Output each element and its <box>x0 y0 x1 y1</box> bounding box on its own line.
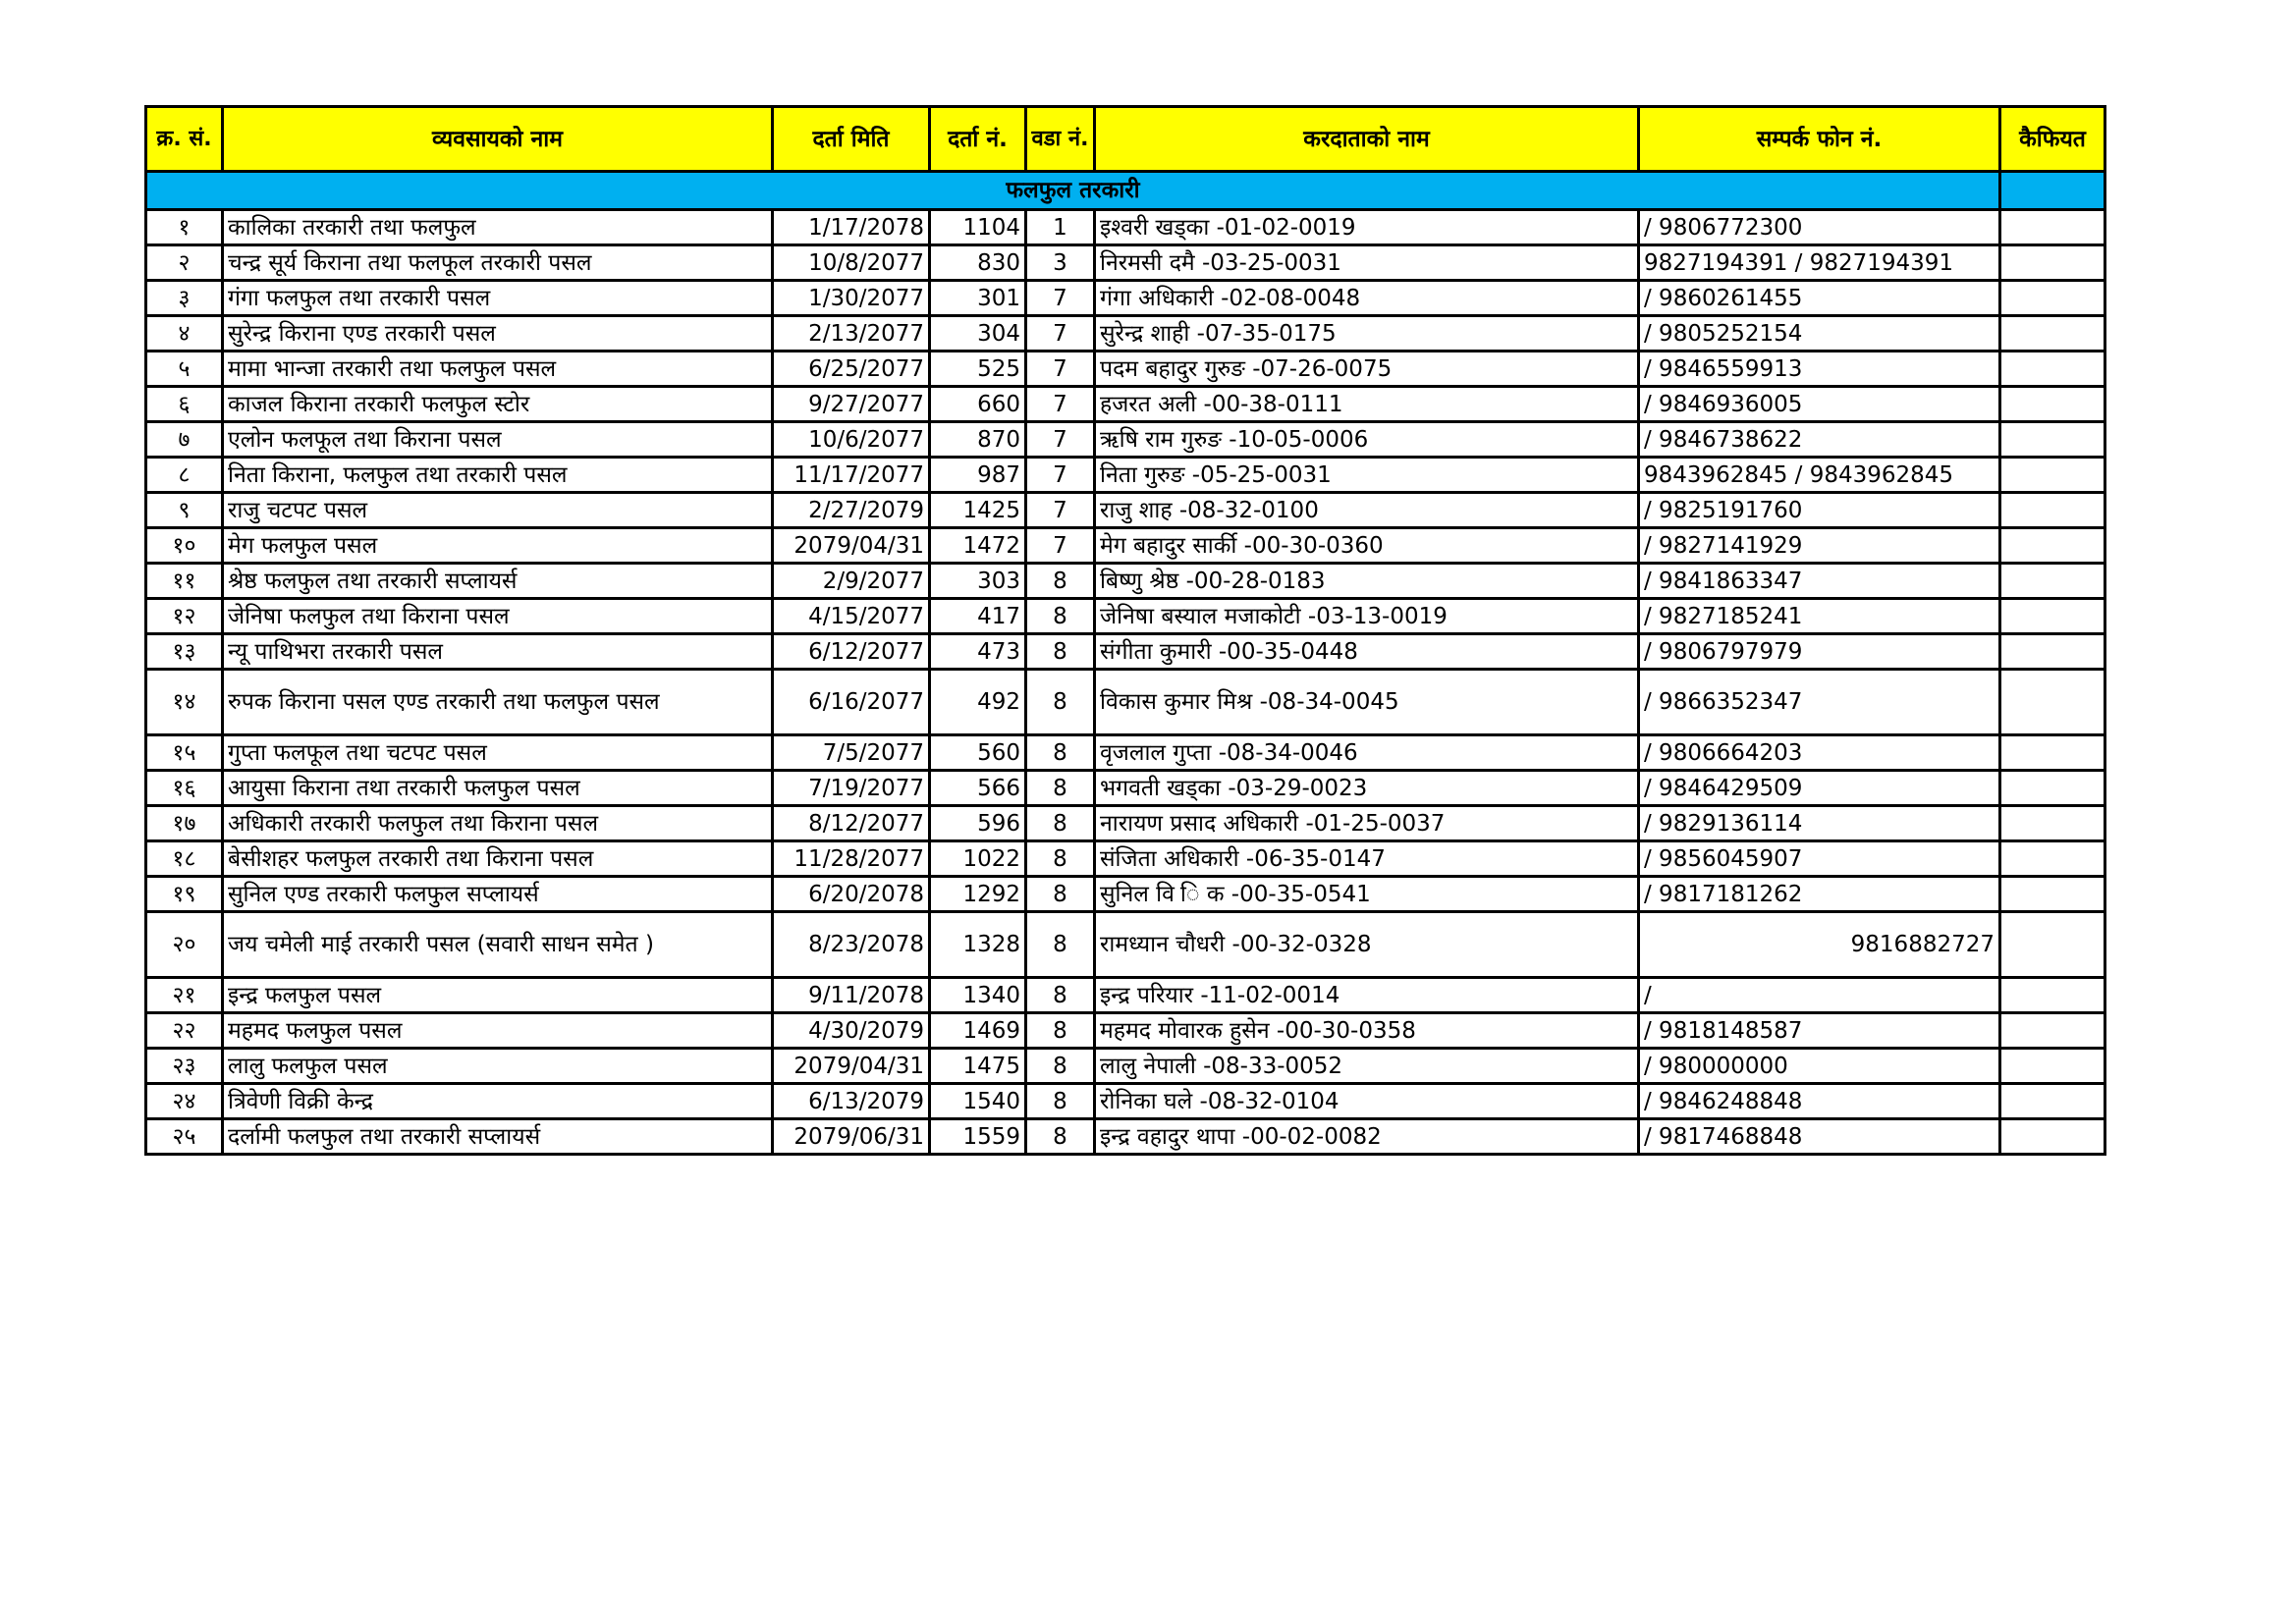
ward-number-cell: 8 <box>1026 735 1095 771</box>
business-name-cell: राजु चटपट पसल <box>223 493 773 528</box>
contact-phone-cell: / 9827185241 <box>1639 599 2000 634</box>
taxpayer-name-cell: जेनिषा बस्याल मजाकोटी -03-13-0019 <box>1095 599 1639 634</box>
registration-number-cell: 1469 <box>930 1013 1026 1049</box>
remarks-cell <box>2000 528 2105 564</box>
table-row <box>146 1049 2105 1084</box>
ward-number-cell: 8 <box>1026 1049 1095 1084</box>
taxpayer-name-cell: हजरत अली -00-38-0111 <box>1095 387 1639 422</box>
table-row <box>146 634 2105 670</box>
business-name-cell: त्रिवेणी विक्री केन्द्र <box>223 1084 773 1119</box>
registration-date-cell: 6/13/2079 <box>773 1084 930 1119</box>
business-name-cell: दर्लामी फलफुल तथा तरकारी सप्लायर्स <box>223 1119 773 1155</box>
serial-number-cell: ६ <box>146 387 223 422</box>
business-name-cell: सुरेन्द्र किराना एण्ड तरकारी पसल <box>223 316 773 352</box>
taxpayer-name-cell: महमद मोवारक हुसेन -00-30-0358 <box>1095 1013 1639 1049</box>
table-row <box>146 670 2105 735</box>
registration-number-cell: 1475 <box>930 1049 1026 1084</box>
serial-number-cell: २० <box>146 912 223 978</box>
taxpayer-name-cell: ऋषि राम गुरुङ -10-05-0006 <box>1095 422 1639 458</box>
registration-date-cell: 6/16/2077 <box>773 670 930 735</box>
table-row <box>146 599 2105 634</box>
serial-number-cell: १० <box>146 528 223 564</box>
contact-phone-cell: / 9866352347 <box>1639 670 2000 735</box>
business-name-cell: कालिका तरकारी तथा फलफुल <box>223 210 773 245</box>
business-name-cell: सुनिल एण्ड तरकारी फलफुल सप्लायर्स <box>223 877 773 912</box>
registration-number-cell: 987 <box>930 458 1026 493</box>
ward-number-cell: 7 <box>1026 387 1095 422</box>
taxpayer-name-cell: वृजलाल गुप्ता -08-34-0046 <box>1095 735 1639 771</box>
table-row <box>146 245 2105 281</box>
remarks-cell <box>2000 458 2105 493</box>
registration-date-cell: 9/27/2077 <box>773 387 930 422</box>
header-ward-number: वडा नं. <box>1026 107 1095 172</box>
registration-number-cell: 303 <box>930 564 1026 599</box>
contact-phone-cell: / 9805252154 <box>1639 316 2000 352</box>
business-name-cell: आयुसा किराना तथा तरकारी फलफुल पसल <box>223 771 773 806</box>
registration-date-cell: 7/5/2077 <box>773 735 930 771</box>
taxpayer-name-cell: निता गुरुङ -05-25-0031 <box>1095 458 1639 493</box>
business-name-cell: निता किराना, फलफुल तथा तरकारी पसल <box>223 458 773 493</box>
contact-phone-cell: / 9846936005 <box>1639 387 2000 422</box>
serial-number-cell: ११ <box>146 564 223 599</box>
table-row <box>146 1084 2105 1119</box>
business-name-cell: जय चमेली माई तरकारी पसल (सवारी साधन समेत ) <box>223 912 773 978</box>
contact-phone-cell: / 9841863347 <box>1639 564 2000 599</box>
ward-number-cell: 7 <box>1026 458 1095 493</box>
section-remarks-cell <box>2000 172 2105 210</box>
business-name-cell: चन्द्र सूर्य किराना तथा फलफूल तरकारी पसल <box>223 245 773 281</box>
table-row <box>146 316 2105 352</box>
registration-date-cell: 7/19/2077 <box>773 771 930 806</box>
table-row <box>146 877 2105 912</box>
registration-date-cell: 9/11/2078 <box>773 978 930 1013</box>
ward-number-cell: 8 <box>1026 1084 1095 1119</box>
taxpayer-name-cell: रामध्यान चौधरी -00-32-0328 <box>1095 912 1639 978</box>
remarks-cell <box>2000 1049 2105 1084</box>
registration-number-cell: 1540 <box>930 1084 1026 1119</box>
serial-number-cell: १६ <box>146 771 223 806</box>
registration-date-cell: 11/17/2077 <box>773 458 930 493</box>
contact-phone-cell: / 9827141929 <box>1639 528 2000 564</box>
taxpayer-name-cell: राजु शाह -08-32-0100 <box>1095 493 1639 528</box>
remarks-cell <box>2000 281 2105 316</box>
contact-phone-cell: 9843962845 / 9843962845 <box>1639 458 2000 493</box>
contact-phone-cell: 9827194391 / 9827194391 <box>1639 245 2000 281</box>
business-name-cell: महमद फलफुल पसल <box>223 1013 773 1049</box>
taxpayer-name-cell: पदम बहादुर गुरुङ -07-26-0075 <box>1095 352 1639 387</box>
serial-number-cell: २ <box>146 245 223 281</box>
serial-number-cell: १ <box>146 210 223 245</box>
serial-number-cell: २४ <box>146 1084 223 1119</box>
business-name-cell: बेसीशहर फलफुल तरकारी तथा किराना पसल <box>223 841 773 877</box>
registration-number-cell: 304 <box>930 316 1026 352</box>
registration-number-cell: 870 <box>930 422 1026 458</box>
ward-number-cell: 7 <box>1026 528 1095 564</box>
serial-number-cell: १४ <box>146 670 223 735</box>
business-registry-table <box>144 105 2106 1156</box>
ward-number-cell: 8 <box>1026 877 1095 912</box>
taxpayer-name-cell: विकास कुमार मिश्र -08-34-0045 <box>1095 670 1639 735</box>
registration-date-cell: 4/30/2079 <box>773 1013 930 1049</box>
serial-number-cell: १९ <box>146 877 223 912</box>
contact-phone-cell: / 9806797979 <box>1639 634 2000 670</box>
table-row <box>146 281 2105 316</box>
ward-number-cell: 8 <box>1026 841 1095 877</box>
taxpayer-name-cell: इन्द्र वहादुर थापा -00-02-0082 <box>1095 1119 1639 1155</box>
contact-phone-cell: / 9806664203 <box>1639 735 2000 771</box>
contact-phone-cell: / 9846559913 <box>1639 352 2000 387</box>
registration-number-cell: 492 <box>930 670 1026 735</box>
registration-date-cell: 8/23/2078 <box>773 912 930 978</box>
serial-number-cell: ८ <box>146 458 223 493</box>
registration-number-cell: 1340 <box>930 978 1026 1013</box>
remarks-cell <box>2000 564 2105 599</box>
registration-number-cell: 596 <box>930 806 1026 841</box>
registration-number-cell: 560 <box>930 735 1026 771</box>
registration-date-cell: 8/12/2077 <box>773 806 930 841</box>
remarks-cell <box>2000 316 2105 352</box>
business-name-cell: लालु फलफुल पसल <box>223 1049 773 1084</box>
business-name-cell: गुप्ता फलफूल तथा चटपट पसल <box>223 735 773 771</box>
section-row <box>146 172 2105 210</box>
registration-number-cell: 1022 <box>930 841 1026 877</box>
registration-date-cell: 2/13/2077 <box>773 316 930 352</box>
ward-number-cell: 7 <box>1026 316 1095 352</box>
registration-date-cell: 10/8/2077 <box>773 245 930 281</box>
registration-date-cell: 6/25/2077 <box>773 352 930 387</box>
business-name-cell: श्रेष्ठ फलफुल तथा तरकारी सप्लायर्स <box>223 564 773 599</box>
ward-number-cell: 7 <box>1026 281 1095 316</box>
remarks-cell <box>2000 1119 2105 1155</box>
taxpayer-name-cell: गंगा अधिकारी -02-08-0048 <box>1095 281 1639 316</box>
remarks-cell <box>2000 1013 2105 1049</box>
ward-number-cell: 8 <box>1026 912 1095 978</box>
taxpayer-name-cell: लालु नेपाली -08-33-0052 <box>1095 1049 1639 1084</box>
remarks-cell <box>2000 599 2105 634</box>
section-title: फलफुल तरकारी <box>146 172 2000 210</box>
registration-date-cell: 11/28/2077 <box>773 841 930 877</box>
serial-number-cell: १८ <box>146 841 223 877</box>
remarks-cell <box>2000 806 2105 841</box>
registration-date-cell: 10/6/2077 <box>773 422 930 458</box>
ward-number-cell: 8 <box>1026 1013 1095 1049</box>
business-name-cell: गंगा फलफुल तथा तरकारी पसल <box>223 281 773 316</box>
business-name-cell: रुपक किराना पसल एण्ड तरकारी तथा फलफुल पसल <box>223 670 773 735</box>
ward-number-cell: 3 <box>1026 245 1095 281</box>
remarks-cell <box>2000 387 2105 422</box>
table-row <box>146 387 2105 422</box>
ward-number-cell: 8 <box>1026 634 1095 670</box>
serial-number-cell: १३ <box>146 634 223 670</box>
contact-phone-cell: / 9846738622 <box>1639 422 2000 458</box>
registration-number-cell: 417 <box>930 599 1026 634</box>
taxpayer-name-cell: इश्वरी खड्का -01-02-0019 <box>1095 210 1639 245</box>
business-name-cell: अधिकारी तरकारी फलफुल तथा किराना पसल <box>223 806 773 841</box>
serial-number-cell: ५ <box>146 352 223 387</box>
registration-date-cell: 1/30/2077 <box>773 281 930 316</box>
table-row <box>146 806 2105 841</box>
serial-number-cell: ३ <box>146 281 223 316</box>
table-row <box>146 210 2105 245</box>
contact-phone-cell: / 9846429509 <box>1639 771 2000 806</box>
serial-number-cell: २५ <box>146 1119 223 1155</box>
remarks-cell <box>2000 912 2105 978</box>
header-registration-number: दर्ता नं. <box>930 107 1026 172</box>
ward-number-cell: 8 <box>1026 806 1095 841</box>
remarks-cell <box>2000 210 2105 245</box>
remarks-cell <box>2000 735 2105 771</box>
business-name-cell: एलोन फलफूल तथा किराना पसल <box>223 422 773 458</box>
contact-phone-cell: / 9860261455 <box>1639 281 2000 316</box>
registration-date-cell: 6/20/2078 <box>773 877 930 912</box>
ward-number-cell: 8 <box>1026 670 1095 735</box>
business-name-cell: इन्द्र फलफुल पसल <box>223 978 773 1013</box>
registration-number-cell: 525 <box>930 352 1026 387</box>
header-remarks: कैफियत <box>2000 107 2105 172</box>
taxpayer-name-cell: निरमसी दमै -03-25-0031 <box>1095 245 1639 281</box>
header-business-name: व्यवसायको नाम <box>223 107 773 172</box>
registration-number-cell: 660 <box>930 387 1026 422</box>
ward-number-cell: 7 <box>1026 422 1095 458</box>
registration-date-cell: 1/17/2078 <box>773 210 930 245</box>
contact-phone-cell: 9816882727 <box>1639 912 2000 978</box>
table-row <box>146 422 2105 458</box>
header-contact-phone: सम्पर्क फोन नं. <box>1639 107 2000 172</box>
contact-phone-cell: / 9806772300 <box>1639 210 2000 245</box>
registration-number-cell: 301 <box>930 281 1026 316</box>
table-row <box>146 564 2105 599</box>
ward-number-cell: 7 <box>1026 493 1095 528</box>
registration-date-cell: 4/15/2077 <box>773 599 930 634</box>
business-name-cell: न्यू पाथिभरा तरकारी पसल <box>223 634 773 670</box>
registration-number-cell: 830 <box>930 245 1026 281</box>
table-row <box>146 735 2105 771</box>
ward-number-cell: 8 <box>1026 1119 1095 1155</box>
ward-number-cell: 8 <box>1026 771 1095 806</box>
header-taxpayer-name: करदाताको नाम <box>1095 107 1639 172</box>
serial-number-cell: ९ <box>146 493 223 528</box>
table-row <box>146 1119 2105 1155</box>
remarks-cell <box>2000 245 2105 281</box>
contact-phone-cell: / 9817181262 <box>1639 877 2000 912</box>
remarks-cell <box>2000 634 2105 670</box>
registration-number-cell: 566 <box>930 771 1026 806</box>
business-name-cell: मेग फलफुल पसल <box>223 528 773 564</box>
contact-phone-cell: / 9825191760 <box>1639 493 2000 528</box>
remarks-cell <box>2000 877 2105 912</box>
table-row <box>146 493 2105 528</box>
remarks-cell <box>2000 352 2105 387</box>
table-row <box>146 771 2105 806</box>
contact-phone-cell: / 9817468848 <box>1639 1119 2000 1155</box>
ward-number-cell: 8 <box>1026 564 1095 599</box>
ward-number-cell: 8 <box>1026 978 1095 1013</box>
taxpayer-name-cell: मेग बहादुर सार्की -00-30-0360 <box>1095 528 1639 564</box>
registration-date-cell: 2/27/2079 <box>773 493 930 528</box>
contact-phone-cell: / 9818148587 <box>1639 1013 2000 1049</box>
ward-number-cell: 1 <box>1026 210 1095 245</box>
registration-date-cell: 2079/04/31 <box>773 1049 930 1084</box>
header-row <box>146 107 2105 172</box>
taxpayer-name-cell: भगवती खड्का -03-29-0023 <box>1095 771 1639 806</box>
taxpayer-name-cell: रोनिका घले -08-32-0104 <box>1095 1084 1639 1119</box>
taxpayer-name-cell: संजिता अधिकारी -06-35-0147 <box>1095 841 1639 877</box>
header-serial-number: क्र. सं. <box>146 107 223 172</box>
serial-number-cell: २१ <box>146 978 223 1013</box>
remarks-cell <box>2000 493 2105 528</box>
serial-number-cell: १७ <box>146 806 223 841</box>
serial-number-cell: १२ <box>146 599 223 634</box>
remarks-cell <box>2000 1084 2105 1119</box>
contact-phone-cell: / 9846248848 <box>1639 1084 2000 1119</box>
registration-number-cell: 1292 <box>930 877 1026 912</box>
registration-number-cell: 1328 <box>930 912 1026 978</box>
business-name-cell: काजल किराना तरकारी फलफुल स्टोर <box>223 387 773 422</box>
taxpayer-name-cell: संगीता कुमारी -00-35-0448 <box>1095 634 1639 670</box>
table-row <box>146 912 2105 978</box>
contact-phone-cell: / 9829136114 <box>1639 806 2000 841</box>
registration-number-cell: 1472 <box>930 528 1026 564</box>
registration-date-cell: 2079/06/31 <box>773 1119 930 1155</box>
registration-number-cell: 1559 <box>930 1119 1026 1155</box>
remarks-cell <box>2000 422 2105 458</box>
serial-number-cell: २३ <box>146 1049 223 1084</box>
table-row <box>146 458 2105 493</box>
registration-number-cell: 473 <box>930 634 1026 670</box>
table-row <box>146 841 2105 877</box>
taxpayer-name-cell: सुनिल वि ि क -00-35-0541 <box>1095 877 1639 912</box>
contact-phone-cell: / 980000000 <box>1639 1049 2000 1084</box>
ward-number-cell: 8 <box>1026 599 1095 634</box>
remarks-cell <box>2000 670 2105 735</box>
table-row <box>146 352 2105 387</box>
header-registration-date: दर्ता मिति <box>773 107 930 172</box>
business-name-cell: जेनिषा फलफुल तथा किराना पसल <box>223 599 773 634</box>
remarks-cell <box>2000 978 2105 1013</box>
contact-phone-cell: / 9856045907 <box>1639 841 2000 877</box>
serial-number-cell: ७ <box>146 422 223 458</box>
registration-number-cell: 1104 <box>930 210 1026 245</box>
table-row <box>146 1013 2105 1049</box>
registration-date-cell: 6/12/2077 <box>773 634 930 670</box>
business-name-cell: मामा भान्जा तरकारी तथा फलफुल पसल <box>223 352 773 387</box>
serial-number-cell: ४ <box>146 316 223 352</box>
taxpayer-name-cell: बिष्णु श्रेष्ठ -00-28-0183 <box>1095 564 1639 599</box>
taxpayer-name-cell: नारायण प्रसाद अधिकारी -01-25-0037 <box>1095 806 1639 841</box>
remarks-cell <box>2000 841 2105 877</box>
registration-date-cell: 2/9/2077 <box>773 564 930 599</box>
ward-number-cell: 7 <box>1026 352 1095 387</box>
registration-number-cell: 1425 <box>930 493 1026 528</box>
serial-number-cell: १५ <box>146 735 223 771</box>
table-row <box>146 528 2105 564</box>
contact-phone-cell: / <box>1639 978 2000 1013</box>
taxpayer-name-cell: इन्द्र परियार -11-02-0014 <box>1095 978 1639 1013</box>
taxpayer-name-cell: सुरेन्द्र शाही -07-35-0175 <box>1095 316 1639 352</box>
table-row <box>146 978 2105 1013</box>
remarks-cell <box>2000 771 2105 806</box>
registration-date-cell: 2079/04/31 <box>773 528 930 564</box>
serial-number-cell: २२ <box>146 1013 223 1049</box>
